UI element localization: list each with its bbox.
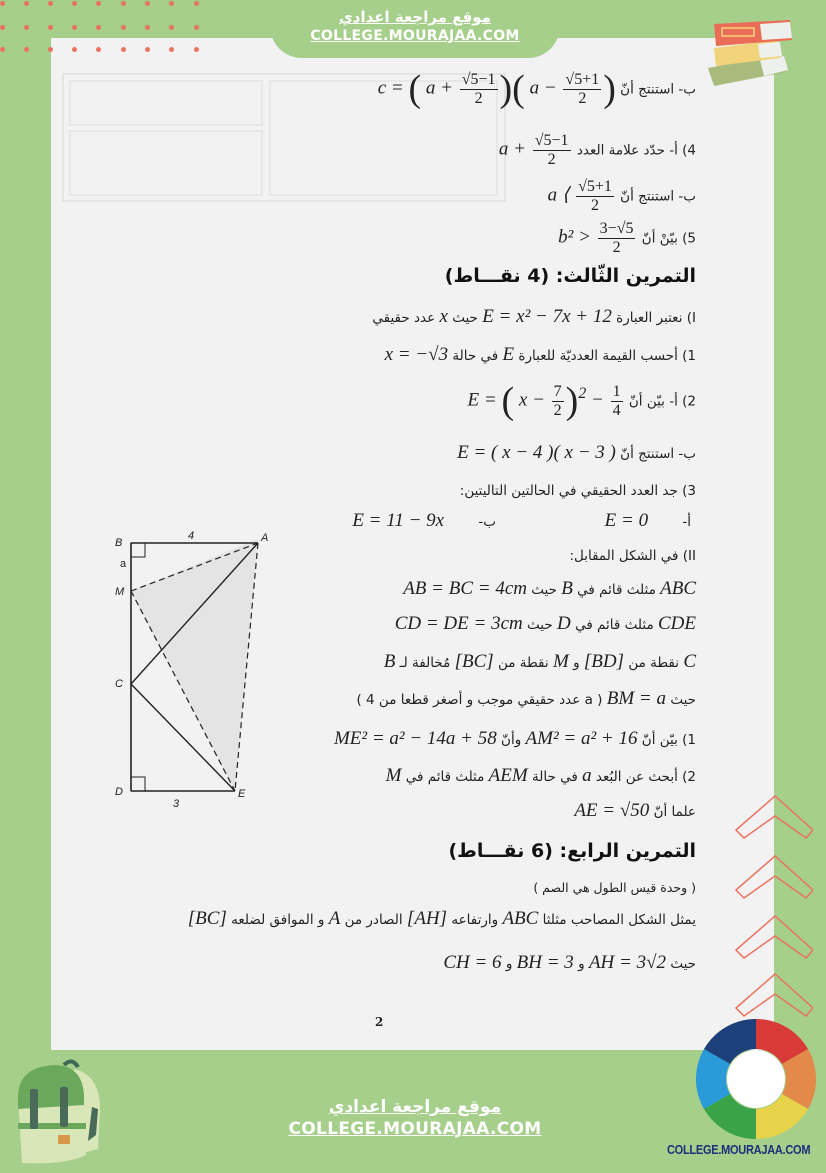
given-label: علما أنّ: [653, 804, 696, 820]
abc-formula: AB = BC = 4cm: [403, 578, 527, 599]
ex3-q1: [385, 344, 696, 366]
label-b: B: [115, 537, 123, 549]
points-text3: مُخالفة لـ: [399, 655, 451, 671]
ex3-cde: [395, 613, 696, 635]
q2a-formula: E = ( x − $\frac{7}{2}$ )$^2$ − $\frac{1}{4}$: [467, 380, 621, 422]
cde-where: حيث: [527, 617, 553, 633]
ii-q1-formula1: AM² = a² + 16: [525, 728, 638, 749]
label-d: D: [115, 786, 123, 798]
site-url[interactable]: COLLEGE.MOURAJAA.COM: [310, 28, 520, 44]
intro-real: عدد حقيقي: [372, 310, 436, 326]
q3a-label: أ-: [682, 514, 691, 530]
desc-c: الصادر من: [344, 912, 403, 928]
q1-formula: x = −√3: [384, 344, 449, 365]
q3b-formula: E = 11 − 9x: [352, 510, 445, 531]
q4a-label: 4) أ- حدّد علامة العدد: [576, 142, 696, 159]
q1-mid: في حالة: [452, 348, 499, 364]
ex2-q4a: [499, 132, 696, 168]
cde-name: CDE: [658, 613, 696, 634]
desc-ah: [AH]: [406, 908, 448, 929]
ii-q2-var: a: [582, 765, 592, 786]
intro-where: حيث: [452, 310, 478, 326]
backpack-icon: [14, 1057, 106, 1167]
subjects-wheel-icon: [695, 1018, 817, 1140]
q2b-formula: E = ( x − 4 )( x − 3 ): [457, 442, 616, 463]
label-m: M: [115, 586, 125, 598]
intro-text: I) نعتبر العبارة: [616, 310, 696, 326]
bm-where: حيث: [670, 692, 696, 708]
ex3-intro: [372, 306, 696, 328]
site-banner-bottom[interactable]: [245, 1073, 585, 1173]
ex3-q2a: [468, 382, 696, 420]
intro-var: x: [439, 306, 448, 327]
ex3-ii-q2: [386, 765, 696, 787]
ex3-abc: [403, 578, 696, 600]
points-text2: نقطة من: [497, 655, 549, 671]
desc-a-pt: A: [328, 908, 341, 929]
ex3-q3: 3) جد العدد الحقيقي في الحالتين التاليتين:: [459, 483, 696, 499]
desc-a: يمثل الشكل المصاحب مثلثا: [542, 912, 696, 928]
ii-q2-mid: في حالة: [532, 769, 578, 785]
label-bm-length: a: [120, 558, 127, 570]
q4a-formula: a + $\frac{√5-1}{2}$: [498, 132, 569, 168]
bm-note: ( a عدد حقيقي موجب و أصغر قطعا من 4 ): [356, 692, 603, 708]
chevron-decoration-icon: [733, 790, 813, 1020]
q4b-formula: a ⟨ $\frac{√5+1}{2}$: [547, 178, 612, 214]
q1-var: E: [502, 344, 515, 365]
ex3-q3b: [352, 510, 496, 532]
ex3-q3a: [605, 510, 691, 532]
desc-abc: ABC: [502, 908, 539, 929]
ex4-given: [443, 952, 696, 974]
bm-formula: BM = a: [606, 688, 667, 709]
ex3-q2b: [457, 442, 696, 464]
site-name-ar[interactable]: موقع مراجعة اعدادي: [339, 8, 491, 26]
abc-vertex: B: [561, 578, 573, 599]
label-ab-length: 4: [188, 530, 195, 542]
ii-q1-label: 1) بيّن أنّ: [641, 732, 696, 748]
cde-text: مثلث قائم في: [575, 617, 654, 633]
abc-where: حيث: [531, 582, 557, 598]
q5-label: 5) بيّنْ أنّ: [641, 230, 696, 247]
ex4-desc: [188, 908, 696, 930]
given-and1: و: [578, 956, 585, 972]
ex2-q4b: [548, 178, 696, 214]
ii-q2-label: 2) أبحث عن البُعد: [595, 769, 696, 785]
cde-formula: CD = DE = 3cm: [394, 613, 523, 634]
logo-label[interactable]: COLLEGE.MOURAJAA.COM: [667, 1143, 811, 1157]
q2b-label: ب- استنتج أنّ: [620, 446, 696, 462]
q3b-formula: c = ( a + $\frac{√5-1}{2}$ )( a − $\frac{√5+1}{2}$ ): [377, 68, 616, 110]
ex3-ii-given: [574, 800, 696, 822]
ex3-ii-q1: [334, 728, 696, 750]
abc-text: مثلث قائم في: [577, 582, 656, 598]
ii-q1-and: وأنّ: [501, 732, 522, 748]
given-where: حيث: [670, 956, 696, 972]
ex3-points: [384, 651, 696, 673]
q5-formula: b² > $\frac{3-√5}{2}$: [558, 220, 634, 256]
ex3-bm: [356, 688, 696, 710]
page-number: 2: [375, 1015, 384, 1029]
q1-label: 1) أحسب القيمة العدديّة للعبارة: [518, 348, 696, 364]
desc-d: و الموافق لضلعه: [231, 912, 325, 928]
segment-bd: [BD]: [583, 651, 625, 672]
segment-bc: [BC]: [454, 651, 494, 672]
ii-q2-vertex: M: [385, 765, 402, 786]
label-c: C: [115, 678, 123, 690]
q3b-label: ب-: [478, 514, 496, 530]
points-and: و: [573, 655, 580, 671]
label-de-length: 3: [173, 798, 180, 810]
ii-q2-text: مثلث قائم في: [405, 769, 485, 785]
exercise4-title: التمرين الرابع: (6 نقـــاط): [448, 840, 696, 862]
ex2-q3b: [378, 70, 696, 108]
label-a: A: [261, 532, 269, 544]
ex4-unit-note: ( وحدة قيس الطول هي الصم ): [533, 880, 696, 895]
intro-formula: E = x² − 7x + 12: [482, 306, 612, 327]
point-b: B: [383, 651, 396, 672]
cde-vertex: D: [557, 613, 571, 634]
site-url-footer[interactable]: COLLEGE.MOURAJAA.COM: [288, 1119, 542, 1139]
given-formula: AE = √50: [574, 800, 650, 821]
q4b-label: ب- استنتج أنّ: [620, 188, 696, 205]
desc-bc: [BC]: [187, 908, 227, 929]
ex3-part2-intro: II) في الشكل المقابل:: [569, 548, 696, 564]
geometry-figure: [108, 525, 273, 810]
desc-b: وارتفاعه: [451, 912, 499, 928]
q2a-label: 2) أ- بيّن أنّ: [628, 393, 696, 410]
points-text1: نقطة من: [628, 655, 680, 671]
site-name-ar-footer[interactable]: موقع مراجعة اعدادي: [328, 1097, 502, 1117]
ii-q2-tri: AEM: [488, 765, 528, 786]
ex2-q5: [558, 220, 696, 256]
ii-q1-formula2: ME² = a² − 14a + 58: [333, 728, 497, 749]
given-bh: BH = 3: [516, 952, 574, 973]
q3a-formula: E = 0: [604, 510, 649, 531]
given-ch: CH = 6: [443, 952, 502, 973]
label-e: E: [238, 788, 246, 800]
exercise3-title: التمرين الثّالث: (4 نقـــاط): [444, 265, 696, 287]
abc-name: ABC: [660, 578, 696, 599]
q3b-label: ب- استنتج أنّ: [620, 81, 696, 98]
given-ah: AH = 3√2: [588, 952, 667, 973]
point-m: M: [552, 651, 569, 672]
point-c: C: [683, 651, 696, 672]
given-and2: و: [505, 956, 513, 972]
